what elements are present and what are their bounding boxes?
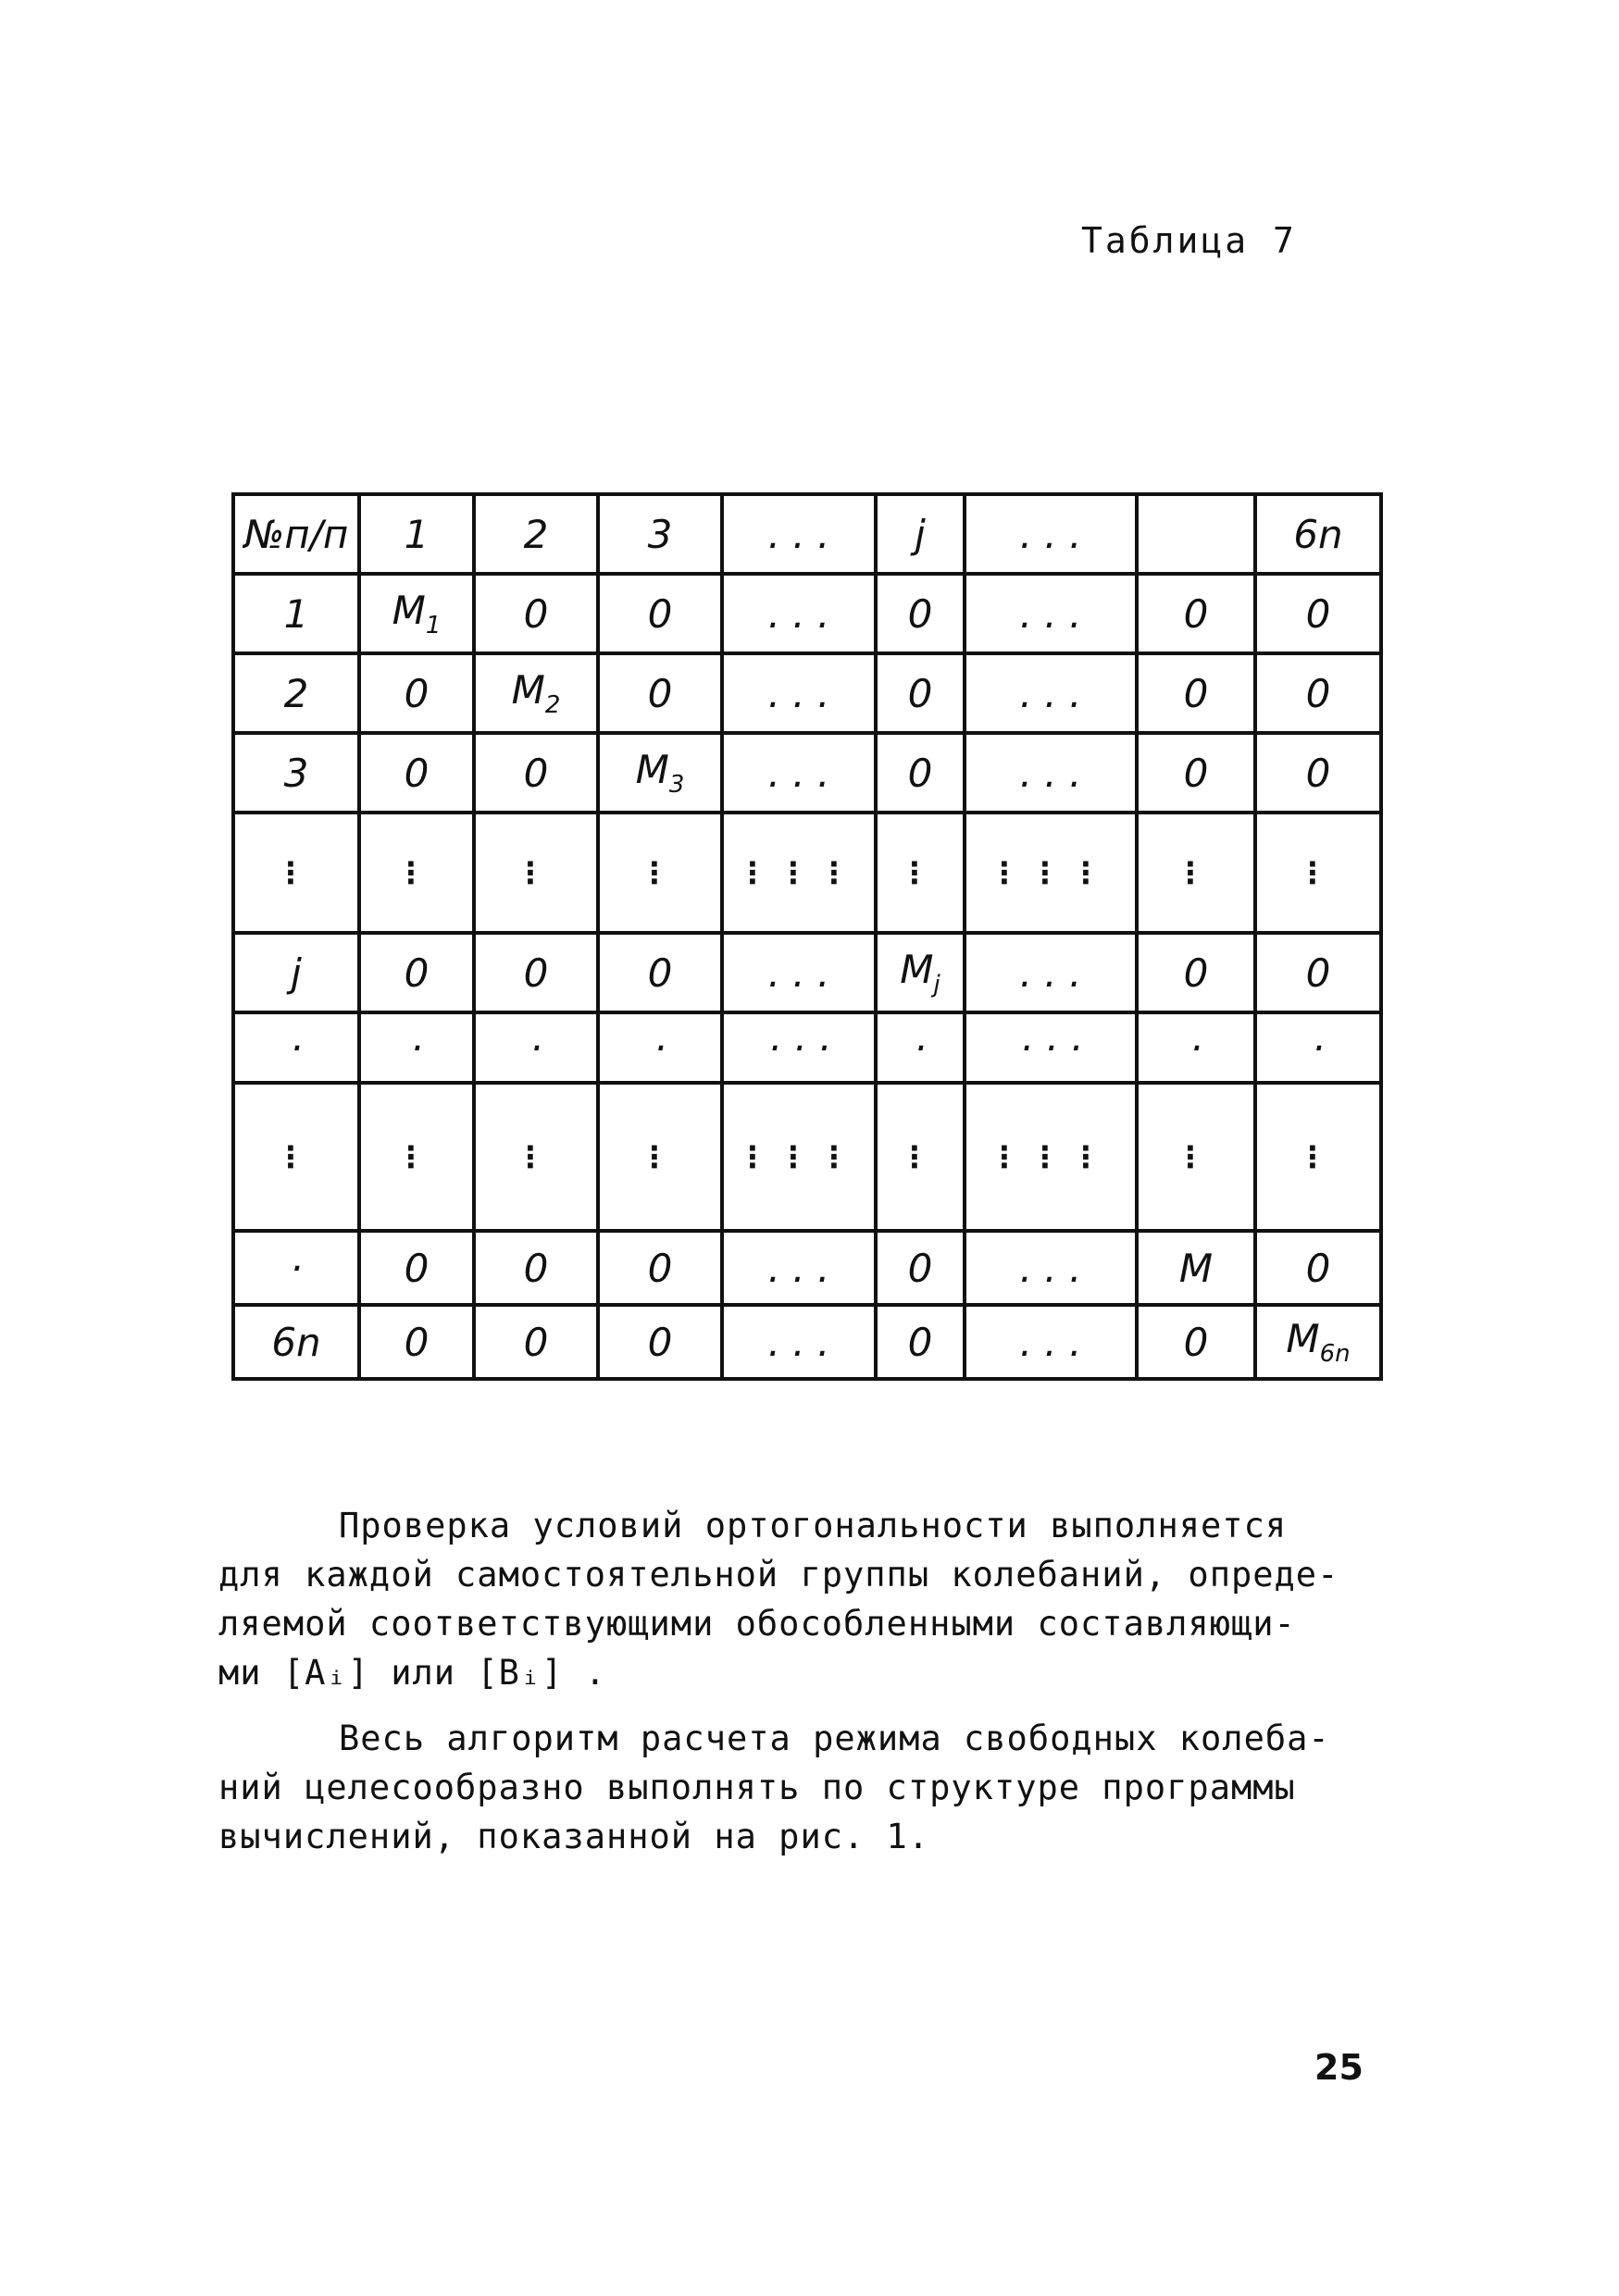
- table-cell: [965, 933, 1137, 1012]
- table-cell: [359, 933, 474, 1012]
- table-cell: [474, 933, 598, 1012]
- table-cell: [965, 653, 1137, 733]
- cell-value: 0: [1305, 1245, 1331, 1291]
- table-cell: [722, 813, 876, 933]
- table-row: [233, 1012, 1381, 1083]
- cell-value: . . .: [767, 1319, 830, 1365]
- table-cell: [876, 813, 965, 933]
- cell-value: . . .: [1019, 750, 1082, 796]
- cell-value: 0: [907, 750, 933, 796]
- header-cell: 6n: [1255, 494, 1381, 574]
- header-cell: j: [876, 494, 965, 574]
- paragraph-algorithm: [218, 1714, 1450, 1861]
- header-cell: . . .: [965, 494, 1137, 574]
- paragraph-line: Проверка условий ортогональности выполняется: [339, 1506, 1288, 1545]
- cell-value: 0: [1183, 1319, 1209, 1365]
- table-cell: [233, 653, 359, 733]
- table-cell: [1137, 1305, 1255, 1379]
- cell-value: 0: [907, 670, 933, 716]
- cell-value: 0: [647, 670, 673, 716]
- paragraph-line: ми [Aᵢ] или [Bᵢ] .: [218, 1653, 606, 1693]
- cell-value: ⋮: [396, 855, 437, 890]
- cell-value: 0: [523, 590, 549, 637]
- table-caption: Таблица 7: [1081, 220, 1297, 261]
- cell-value: ·: [290, 1024, 303, 1071]
- table-cell: [474, 813, 598, 933]
- table-cell: [965, 1083, 1137, 1231]
- table-cell: [1137, 1083, 1255, 1231]
- table-cell: [598, 933, 722, 1012]
- table-cell: [965, 733, 1137, 813]
- table-cell: [876, 933, 965, 1012]
- cell-value: . . .: [767, 670, 830, 716]
- cell-value: ⋮: [1176, 855, 1216, 890]
- table-cell: [1255, 1012, 1381, 1083]
- table-row: [233, 933, 1381, 1012]
- table-cell: [965, 813, 1137, 933]
- header-cell: 3: [598, 494, 722, 574]
- table-cell: [1255, 1231, 1381, 1305]
- cell-value: ⋮: [396, 1139, 437, 1174]
- cell-value: 0: [404, 949, 430, 996]
- table-cell: [1137, 1231, 1255, 1305]
- cell-value: 0: [907, 590, 933, 637]
- table-cell: [474, 1231, 598, 1305]
- cell-value: 0: [1305, 750, 1331, 796]
- table-cell: [1137, 1012, 1255, 1083]
- header-cell: 1: [359, 494, 474, 574]
- cell-value: 0: [1305, 949, 1331, 996]
- cell-value: 0: [404, 1319, 430, 1365]
- cell-value: 0: [647, 590, 673, 637]
- cell-value: · · ·: [1019, 1024, 1082, 1071]
- cell-value: ⋮⋮⋮: [738, 855, 860, 890]
- cell-value: 0: [523, 1245, 549, 1291]
- table-cell: [474, 1012, 598, 1083]
- cell-value: j: [291, 949, 302, 996]
- table-cell: [876, 1305, 965, 1379]
- paragraph-line: Весь алгоритм расчета режима свободных колеба-: [339, 1719, 1330, 1758]
- table-cell: [598, 1012, 722, 1083]
- header-cell: . . .: [722, 494, 876, 574]
- paragraph-line: вычислений, показанной на рис. 1.: [218, 1817, 930, 1856]
- table-cell: [965, 1012, 1137, 1083]
- table-cell: [965, 1305, 1137, 1379]
- cell-subscript: 2: [544, 691, 561, 719]
- table-header-row: [233, 494, 1381, 574]
- page-number: 25: [1314, 2047, 1364, 2088]
- table-cell: [359, 1231, 474, 1305]
- cell-value: ⋮: [640, 1139, 680, 1174]
- table-cell: [722, 653, 876, 733]
- table-cell: [876, 1083, 965, 1231]
- table-cell: [474, 1305, 598, 1379]
- cell-value: ⋮⋮⋮: [738, 1139, 860, 1174]
- table-cell: [1137, 574, 1255, 653]
- table-cell: [233, 813, 359, 933]
- table-cell: [474, 733, 598, 813]
- matrix-table: [231, 492, 1383, 1381]
- table-cell: [722, 1083, 876, 1231]
- cell-value: M: [635, 747, 669, 792]
- cell-value: ⋮: [640, 855, 680, 890]
- table-cell: [359, 813, 474, 933]
- cell-value: ·: [529, 1024, 542, 1071]
- table-cell: [876, 733, 965, 813]
- cell-value: . . .: [1019, 670, 1082, 716]
- table-cell: [1137, 933, 1255, 1012]
- cell-value: 0: [404, 750, 430, 796]
- cell-value: 0: [1183, 670, 1209, 716]
- table-cell: [359, 1305, 474, 1379]
- table-cell: [359, 1083, 474, 1231]
- table-cell: [876, 653, 965, 733]
- cell-value: 0: [647, 949, 673, 996]
- cell-value: ⋮: [1298, 1139, 1339, 1174]
- cell-value: 2: [283, 670, 309, 716]
- cell-subscript: j: [933, 971, 940, 999]
- header-cell: №п/п: [233, 494, 359, 574]
- cell-value: M: [511, 667, 545, 713]
- table-cell: [359, 574, 474, 653]
- cell-value: ·: [654, 1024, 666, 1071]
- cell-value: 0: [1305, 670, 1331, 716]
- header-cell: [1137, 494, 1255, 574]
- table-cell: [876, 574, 965, 653]
- cell-subscript: 1: [425, 612, 442, 639]
- table-cell: [233, 933, 359, 1012]
- cell-value: . . .: [1019, 590, 1082, 637]
- table-cell: [1137, 653, 1255, 733]
- table-cell: [359, 733, 474, 813]
- cell-value: ·: [1312, 1024, 1325, 1071]
- cell-value: . . .: [1019, 1245, 1082, 1291]
- table-cell: [233, 1305, 359, 1379]
- table-cell: [1255, 574, 1381, 653]
- table-cell: [598, 1083, 722, 1231]
- cell-value: 0: [523, 750, 549, 796]
- paragraph-line: ляемой соответствующими обособленными составляющи-: [218, 1604, 1296, 1644]
- table-cell: [598, 813, 722, 933]
- cell-subscript: 3: [668, 771, 685, 799]
- cell-value: . . .: [767, 590, 830, 637]
- cell-value: 0: [907, 1245, 933, 1291]
- cell-value: . . .: [1019, 949, 1082, 996]
- table-cell: [474, 653, 598, 733]
- cell-subscript: 6n: [1319, 1340, 1351, 1368]
- paragraph-line: ний целесообразно выполнять по структуре программы: [218, 1768, 1296, 1807]
- table-cell: [233, 1083, 359, 1231]
- table-cell: [722, 1231, 876, 1305]
- cell-value: · · ·: [767, 1024, 830, 1071]
- table-row: [233, 1231, 1381, 1305]
- cell-value: 0: [907, 1319, 933, 1365]
- cell-value: . . .: [767, 949, 830, 996]
- cell-value: 0: [1183, 949, 1209, 996]
- table-cell: [876, 1012, 965, 1083]
- cell-value: ·: [914, 1024, 927, 1071]
- table-cell: [1137, 813, 1255, 933]
- cell-value: 0: [647, 1319, 673, 1365]
- table-cell: [359, 653, 474, 733]
- table-cell: [233, 1231, 359, 1305]
- table-cell: [474, 574, 598, 653]
- cell-value: ⋮: [900, 855, 940, 890]
- table-cell: [598, 653, 722, 733]
- cell-value: . . .: [1019, 1319, 1082, 1365]
- table-cell: [876, 1231, 965, 1305]
- table-cell: [233, 574, 359, 653]
- cell-value: 0: [404, 1245, 430, 1291]
- table-cell: [965, 1231, 1137, 1305]
- table-cell: [598, 1305, 722, 1379]
- paragraph-orthogonality: [218, 1501, 1450, 1697]
- cell-value: 0: [404, 670, 430, 716]
- table-row: [233, 1083, 1381, 1231]
- cell-value: M: [392, 588, 426, 633]
- cell-value: ·: [410, 1024, 423, 1071]
- table-cell: [598, 1231, 722, 1305]
- cell-value: ·: [1189, 1024, 1202, 1071]
- table-cell: [1255, 653, 1381, 733]
- header-cell: 2: [474, 494, 598, 574]
- cell-value: 0: [1305, 590, 1331, 637]
- cell-value: M: [1178, 1245, 1214, 1291]
- cell-value: ⋮: [1176, 1139, 1216, 1174]
- table-cell: [233, 1012, 359, 1083]
- table-cell: [598, 574, 722, 653]
- table-cell: [965, 574, 1137, 653]
- cell-value: M: [900, 947, 934, 992]
- table-cell: [1255, 1305, 1381, 1379]
- cell-value: 0: [523, 1319, 549, 1365]
- cell-value: 0: [1183, 590, 1209, 637]
- cell-value: 1: [283, 590, 309, 637]
- table-cell: [722, 933, 876, 1012]
- table-row: [233, 813, 1381, 933]
- cell-value: ⋮⋮⋮: [990, 855, 1112, 890]
- table-cell: [233, 733, 359, 813]
- table-cell: [1255, 933, 1381, 1012]
- cell-value: ⋮: [516, 1139, 556, 1174]
- cell-value: ·: [290, 1245, 303, 1291]
- table-row: [233, 733, 1381, 813]
- cell-value: 0: [1183, 750, 1209, 796]
- table-cell: [1255, 733, 1381, 813]
- table-row: [233, 653, 1381, 733]
- cell-value: . . .: [767, 750, 830, 796]
- cell-value: 0: [647, 1245, 673, 1291]
- table-cell: [1137, 733, 1255, 813]
- table-cell: [474, 1083, 598, 1231]
- table-cell: [722, 1305, 876, 1379]
- cell-value: 0: [523, 949, 549, 996]
- table-cell: [722, 1012, 876, 1083]
- cell-value: ⋮: [516, 855, 556, 890]
- paragraph-line: для каждой самостоятельной группы колебаний, опреде-: [218, 1555, 1339, 1595]
- table-cell: [1255, 1083, 1381, 1231]
- table-cell: [722, 733, 876, 813]
- cell-value: ⋮: [276, 855, 317, 890]
- cell-value: 6n: [271, 1319, 321, 1365]
- cell-value: ⋮⋮⋮: [990, 1139, 1112, 1174]
- cell-value: . . .: [767, 1245, 830, 1291]
- table-cell: [598, 733, 722, 813]
- cell-value: ⋮: [900, 1139, 940, 1174]
- cell-value: 3: [283, 750, 309, 796]
- table-cell: [1255, 813, 1381, 933]
- table-cell: [359, 1012, 474, 1083]
- cell-value: ⋮: [276, 1139, 317, 1174]
- cell-value: M: [1286, 1316, 1320, 1361]
- table-row: [233, 1305, 1381, 1379]
- table-row: [233, 574, 1381, 653]
- cell-value: ⋮: [1298, 855, 1339, 890]
- table-cell: [722, 574, 876, 653]
